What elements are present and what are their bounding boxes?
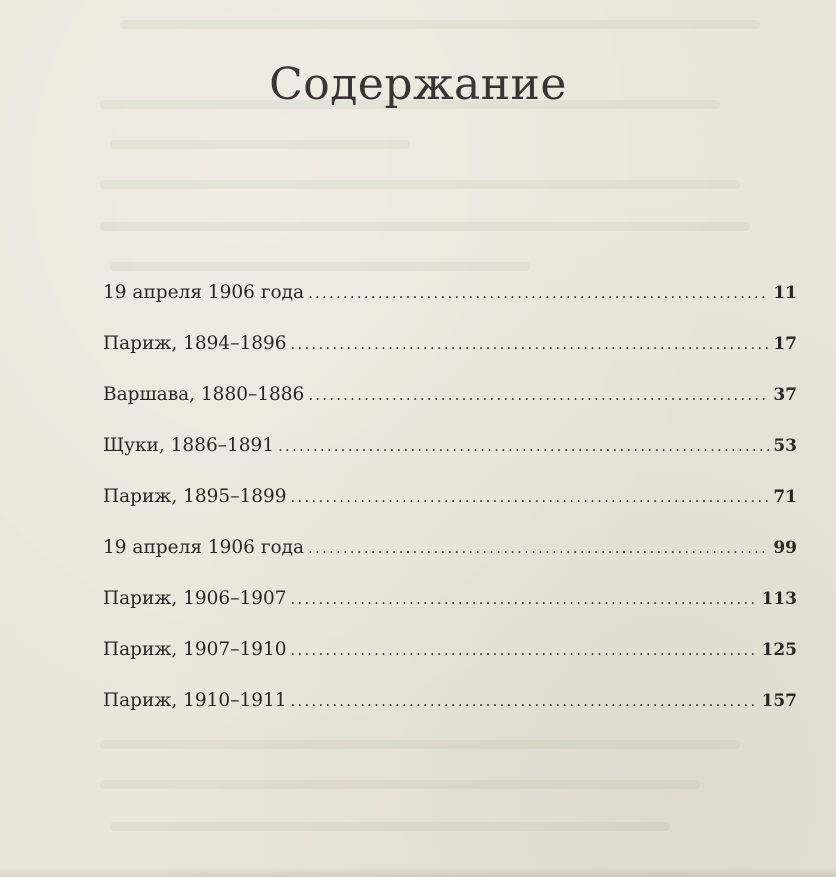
toc-entry-page-number: 99 xyxy=(773,538,797,558)
toc-entry[interactable] xyxy=(103,588,797,639)
toc-entry[interactable] xyxy=(103,690,797,741)
dot-leader xyxy=(278,437,769,455)
show-through-line xyxy=(110,140,410,149)
toc-entry[interactable] xyxy=(103,537,797,588)
show-through-line xyxy=(100,780,700,789)
toc-entry-title: Париж, 1907–1910 xyxy=(103,639,287,660)
dot-leader xyxy=(291,692,758,710)
toc-entry-title: 19 апреля 1906 года xyxy=(103,537,305,558)
page-title: Содержание xyxy=(269,59,567,111)
show-through-line xyxy=(100,180,740,189)
toc-entry-title: Париж, 1906–1907 xyxy=(103,588,287,609)
toc-entry-title: Варшава, 1880–1886 xyxy=(103,384,305,405)
toc-entry-page-number: 37 xyxy=(773,385,797,405)
dot-leader xyxy=(308,284,769,302)
toc-entry[interactable] xyxy=(103,486,797,537)
dot-leader xyxy=(291,641,758,659)
toc-entry[interactable] xyxy=(103,384,797,435)
toc-entry-page-number: 71 xyxy=(773,487,797,507)
toc-entry-title: Париж, 1910–1911 xyxy=(103,690,287,711)
toc-entry[interactable] xyxy=(103,333,797,384)
toc-entry-title: Щуки, 1886–1891 xyxy=(103,435,275,456)
show-through-line xyxy=(110,262,530,271)
toc-entry-title: Париж, 1895–1899 xyxy=(103,486,287,507)
dot-leader xyxy=(308,539,769,557)
show-through-line xyxy=(100,740,740,749)
page-bottom-edge xyxy=(0,867,836,877)
toc-entry[interactable] xyxy=(103,435,797,486)
dot-leader xyxy=(291,488,770,506)
dot-leader xyxy=(291,335,770,353)
dot-leader xyxy=(308,386,769,404)
toc-entry-title: 19 апреля 1906 года xyxy=(103,282,305,303)
toc-entry-page-number: 113 xyxy=(761,589,797,609)
show-through-line xyxy=(120,20,760,29)
toc-entry-page-number: 17 xyxy=(773,334,797,354)
toc-entry-page-number: 11 xyxy=(773,283,797,303)
table-of-contents xyxy=(103,282,797,741)
toc-entry[interactable] xyxy=(103,639,797,690)
toc-entry-title: Париж, 1894–1896 xyxy=(103,333,287,354)
dot-leader xyxy=(291,590,758,608)
toc-entry-page-number: 125 xyxy=(761,640,797,660)
show-through-line xyxy=(100,222,750,231)
toc-entry-page-number: 157 xyxy=(761,691,797,711)
toc-entry-page-number: 53 xyxy=(773,436,797,456)
toc-entry[interactable] xyxy=(103,282,797,333)
show-through-line xyxy=(110,822,670,831)
